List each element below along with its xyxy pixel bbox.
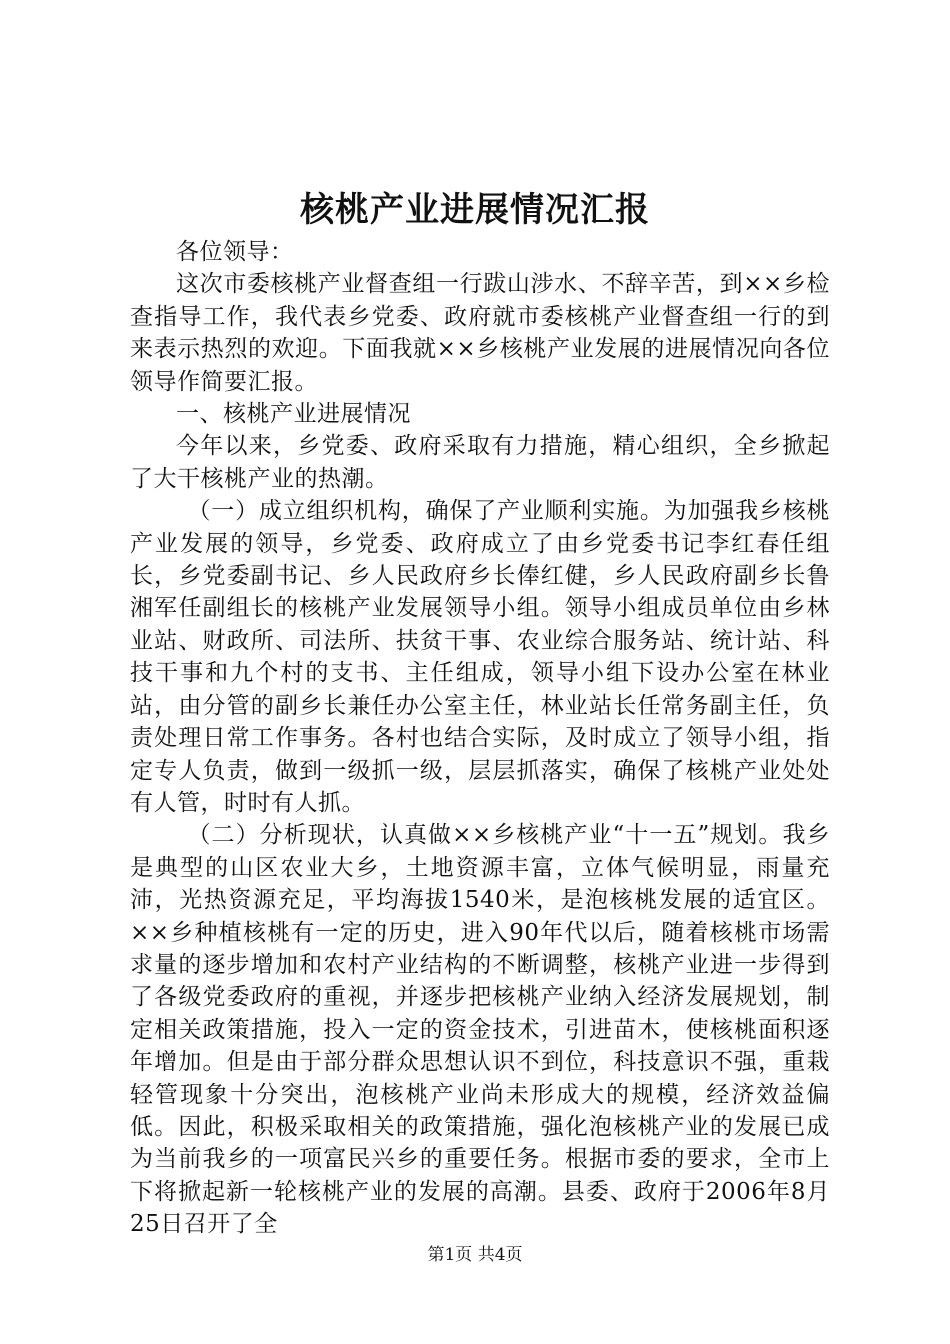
page-footer: 第1页 共4页 xyxy=(427,1245,523,1265)
document-title: 核桃产业进展情况汇报 xyxy=(300,190,650,230)
paragraph-planning: （二）分析现状，认真做××乡核桃产业“十一五”规划。我乡是典型的山区农业大乡，土地资源丰富，立体气候明显，雨量充沛，光热资源充足，平均海拔1540米，是泡核桃发展的适宜区。××乡种植核桃有一定的历史，进入90年代以后，随着核桃市场需求量的逐步增加和农村产业结构的不断调整，核桃产业进一步得到了各级党委政府的重视，并逐步把核桃产业纳入经济发展规划，制定相关政策措施，投入一定的资金技术，引进苗木，使核桃面积逐年增加。但是由于部分群众思想认识不到位，科技意识不强，重栽轻管现象十分突出，泡核桃产业尚未形成大的规模，经济效益偏低。因此，积极采取相关的政策措施，强化泡核桃产业的发展已成为当前我乡的一项富民兴乡的重要任务。根据市委的要求，全市上下将掀起新一轮核桃产业的发展的高潮。县委、政府于2006年8月25日召开了全 xyxy=(130,822,830,1238)
section-heading: 一、核桃产业进展情况 xyxy=(176,401,411,428)
document-body xyxy=(130,236,830,1241)
paragraph-intro: 这次市委核桃产业督查组一行跋山涉水、不辞辛苦，到××乡检查指导工作，我代表乡党委、政府就市委核桃产业督查组一行的到来表示热烈的欢迎。下面我就××乡核桃产业发展的进展情况向各位领导作简要汇报。 xyxy=(130,271,830,395)
paragraph-organization: （一）成立组织机构，确保了产业顺利实施。为加强我乡核桃产业发展的领导，乡党委、政府成立了由乡党委书记李红春任组长，乡党委副书记、乡人民政府乡长俸红健，乡人民政府副乡长鲁湘军任副组长的核桃产业发展领导小组。领导小组成员单位由乡林业站、财政所、司法所、扶贫干事、农业综合服务站、统计站、科技干事和九个村的支书、主任组成，领导小组下设办公室在林业站，由分管的副乡长兼任办公室主任，林业站长任常务副主任，负责处理日常工作事务。各村也结合实际，及时成立了领导小组，指定专人负责，做到一级抓一级，层层抓落实，确保了核桃产业处处有人管，时时有人抓。 xyxy=(130,498,830,816)
paragraph-overview: 今年以来，乡党委、政府采取有力措施，精心组织，全乡掀起了大干核桃产业的热潮。 xyxy=(130,433,830,492)
salutation: 各位领导： xyxy=(176,239,294,265)
